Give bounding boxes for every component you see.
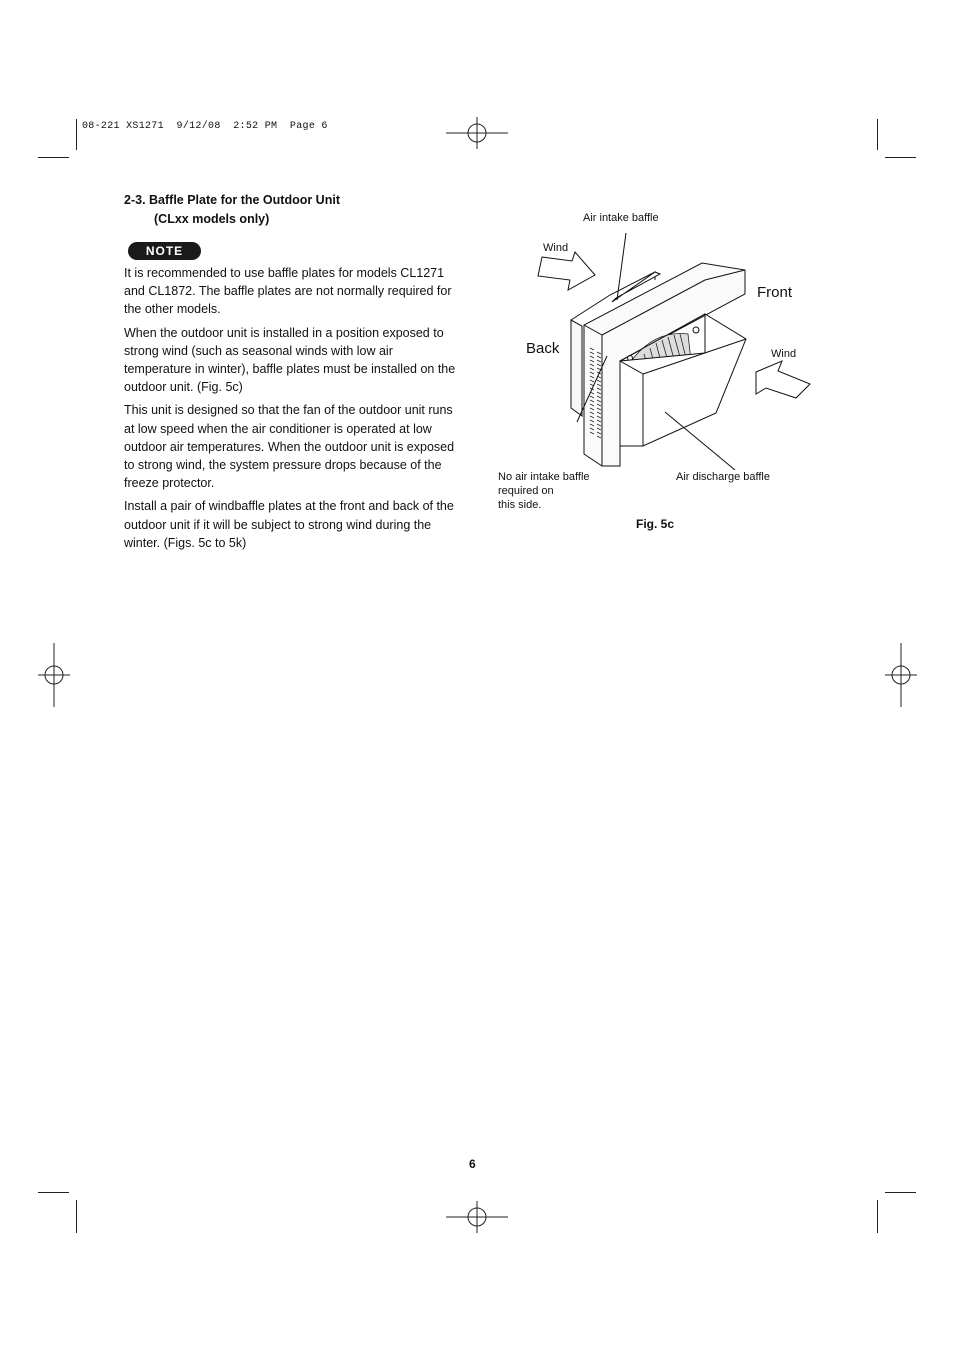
label-wind-right: Wind	[771, 348, 797, 360]
section-heading	[124, 191, 340, 229]
paragraph: When the outdoor unit is installed in a position exposed to strong wind (such as seasonal winds with low air temperature in winter), baffle plates must be installed on the outdoor unit. (Fig. 5c)	[124, 325, 456, 395]
section-subtitle: (CLxx models only)	[154, 212, 270, 226]
paragraph: This unit is designed so that the fan of the outdoor unit runs at low speed when the air conditioner is operated at low outdoor air temperatures. When the outdoor unit is exposed to strong wind, the system pressure drops because of the freeze protector.	[124, 403, 455, 491]
label-air-discharge-baffle: Air discharge baffle	[676, 471, 770, 483]
page-number: 6	[469, 1157, 476, 1171]
crop-mark	[76, 119, 77, 150]
registration-mark-icon	[38, 643, 70, 707]
label-no-intake-3: this side.	[498, 499, 542, 511]
crop-mark	[877, 119, 878, 150]
label-no-intake-2: required on	[498, 485, 554, 497]
note-badge: NOTE	[128, 242, 201, 260]
label-no-intake-1: No air intake baffle	[498, 471, 590, 483]
crop-mark	[38, 157, 69, 158]
body-text	[124, 264, 456, 557]
crop-mark	[877, 1200, 878, 1233]
crop-mark	[38, 1192, 69, 1193]
wind-arrow-icon	[538, 252, 595, 290]
label-wind-left: Wind	[543, 242, 569, 254]
paragraph: It is recommended to use baffle plates for models CL1271 and CL1872. The baffle plates are not normally required for the other models.	[124, 266, 452, 317]
wind-arrow-icon	[756, 361, 810, 398]
crop-mark	[885, 1192, 916, 1193]
section-title: 2-3. Baffle Plate for the Outdoor Unit	[124, 193, 340, 207]
registration-mark-icon	[885, 643, 917, 707]
label-air-intake-baffle: Air intake baffle	[583, 212, 659, 224]
registration-mark-icon	[446, 117, 508, 149]
crop-mark	[76, 1200, 77, 1233]
figure-caption: Fig. 5c	[636, 517, 675, 531]
print-slug: 08-221 XS1271 9/12/08 2:52 PM Page 6	[82, 121, 328, 132]
label-back: Back	[526, 340, 560, 357]
crop-mark	[885, 157, 916, 158]
registration-mark-icon	[446, 1201, 508, 1233]
label-front: Front	[757, 284, 793, 301]
paragraph: Install a pair of windbaffle plates at the front and back of the outdoor unit if it will be subject to strong wind during the winter. (Figs. 5c to 5k)	[124, 499, 454, 550]
